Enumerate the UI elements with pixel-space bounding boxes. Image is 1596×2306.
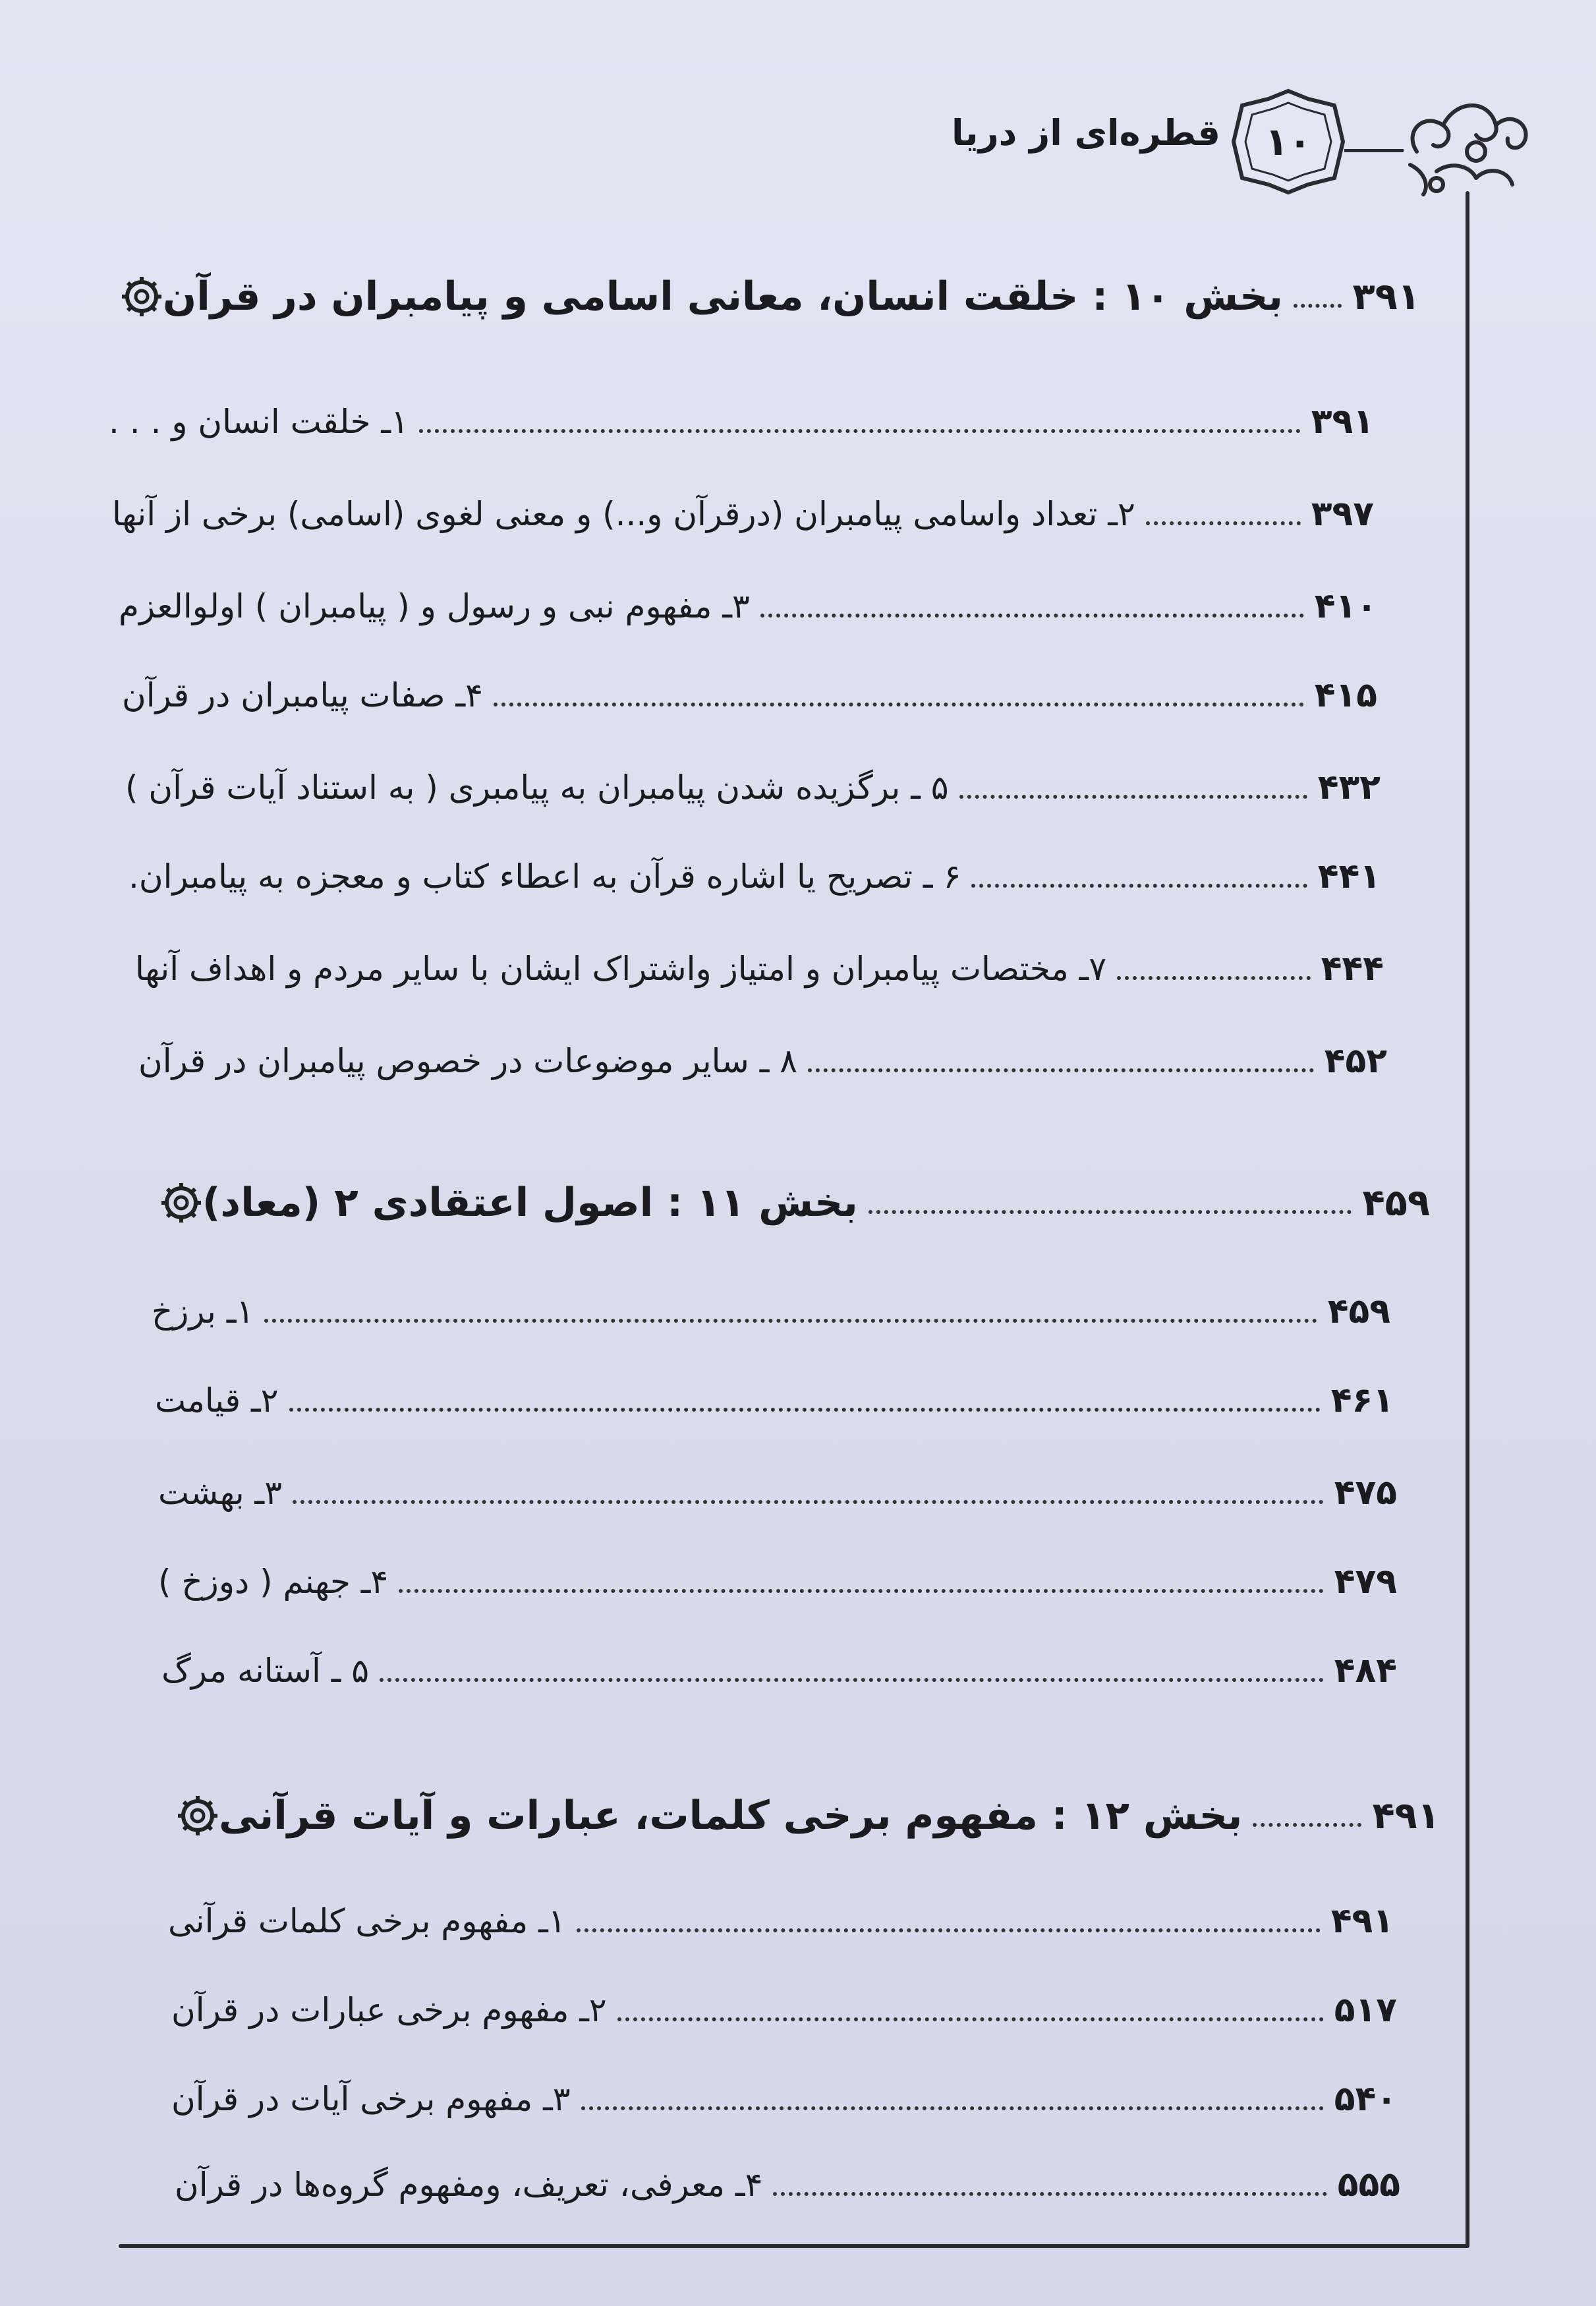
leader-dots: [617, 2017, 1324, 2021]
leader-dots: [293, 1500, 1324, 1504]
toc-item: [158, 1463, 1397, 1522]
toc-title: ۴ـ جهنم ( دوزخ ): [158, 1563, 389, 1601]
toc-page: ۵۴۰: [1334, 2079, 1397, 2119]
leader-dots: [399, 1589, 1324, 1593]
toc-title: ۲ـ مفهوم برخی عبارات در قرآن: [171, 1991, 607, 2029]
toc-page: ۳۹۱: [1311, 402, 1374, 442]
toc-item: [171, 2069, 1397, 2129]
toc-title: ۴ـ معرفی، تعریف، ومفهوم گروه‌ها در قرآن: [175, 2166, 763, 2204]
toc-item: [125, 758, 1381, 817]
toc-section-12: [165, 1786, 1440, 1845]
toc-title: ۴ـ صفات پیامبران در قرآن: [122, 676, 483, 714]
leader-dots: [869, 1210, 1352, 1214]
toc-page: ۴۶۱: [1330, 1381, 1394, 1420]
flower-icon: [121, 275, 163, 318]
leader-dots: [494, 703, 1304, 706]
leader-dots: [773, 2192, 1326, 2196]
running-title: قطره‌ای از دریا: [952, 112, 1220, 154]
leader-dots: [419, 429, 1301, 433]
toc-page: ۴۴۴: [1321, 949, 1384, 989]
flower-icon: [177, 1795, 219, 1837]
toc-page: ۴۵۹: [1362, 1181, 1430, 1225]
toc-page: ۴۱۵: [1314, 676, 1377, 715]
leader-dots: [1117, 976, 1311, 980]
toc-title: ۲ـ قیامت: [155, 1381, 279, 1420]
toc-page: ۳۹۷: [1311, 494, 1374, 534]
toc-page: ۴۳۲: [1317, 768, 1381, 807]
toc-title: ۵ ـ آستانه مرگ: [161, 1652, 370, 1690]
toc-page: ۴۴۱: [1317, 857, 1381, 896]
toc-item: [161, 1641, 1397, 1700]
page-number: ۱۰: [1265, 119, 1312, 164]
leader-dots: [959, 795, 1307, 799]
toc-page: ۴۵۹: [1327, 1292, 1390, 1331]
leader-dots: [264, 1319, 1317, 1323]
leader-dots: [1294, 304, 1342, 308]
toc-page: ۵۵۵: [1337, 2165, 1400, 2205]
toc-page: ۴۸۴: [1334, 1651, 1397, 1690]
toc-title: ۶ ـ تصریح یا اشاره قرآن به اعطاء کتاب و معجزه به پیامبران.: [128, 857, 961, 896]
toc-section-11: [148, 1173, 1430, 1232]
toc-item: [135, 939, 1384, 998]
toc-page: ۴۱۰: [1314, 587, 1377, 626]
toc-title: ۱ـ خلقت انسان و . . .: [109, 403, 409, 441]
toc-page: ۴۹۱: [1330, 1901, 1394, 1941]
page-frame-right: [1466, 191, 1469, 2247]
leader-dots: [577, 1928, 1321, 1932]
toc-item: [158, 1552, 1397, 1611]
toc-title: ۳ـ بهشت: [158, 1474, 283, 1512]
leader-dots: [760, 614, 1304, 618]
toc-page: ۴۵۲: [1324, 1041, 1387, 1081]
toc-item: [109, 392, 1374, 451]
leader-dots: [971, 884, 1307, 888]
toc-item: [122, 666, 1377, 725]
toc-title: ۱ـ برزخ: [152, 1292, 254, 1331]
floral-ornament-icon: [1397, 72, 1542, 211]
toc-title: ۳ـ مفهوم برخی آیات در قرآن: [171, 2080, 571, 2118]
toc-title: ۷ـ مختصات پیامبران و امتیاز واشتراک ایشان با سایر مردم و اهداف آنها: [135, 950, 1107, 988]
leader-dots: [1253, 1823, 1361, 1827]
leader-dots: [581, 2106, 1324, 2110]
toc-page: ۳۹۱: [1352, 275, 1420, 318]
leader-dots: [289, 1408, 1321, 1412]
toc-page: ۴۷۵: [1334, 1473, 1397, 1513]
toc-title: ۸ ـ سایر موضوعات در خصوص پیامبران در قرآن: [138, 1042, 798, 1080]
leader-dots: [380, 1678, 1324, 1682]
toc-item: [128, 847, 1381, 906]
toc-title: ۱ـ مفهوم برخی کلمات قرآنی: [168, 1902, 566, 1940]
toc-title: بخش ۱۰ : خلقت انسان، معانی اسامی و پیامبران در قرآن: [163, 274, 1283, 320]
leader-dots: [808, 1068, 1314, 1072]
toc-item: [119, 577, 1377, 636]
toc-title: ۳ـ مفهوم نبی و رسول و ( پیامبران ) اولوالعزم: [119, 587, 750, 625]
toc-item: [171, 1980, 1397, 2040]
toc-title: بخش ۱۲ : مفهوم برخی کلمات، عبارات و آیات قرآنی: [219, 1793, 1243, 1839]
page-frame-bottom: [119, 2244, 1469, 2248]
toc-section-10: [109, 267, 1420, 326]
toc-title: ۵ ـ برگزیده شدن پیامبران به پیامبری ( به استناد آیات قرآن ): [125, 768, 949, 807]
toc-page: ۴۹۱: [1372, 1794, 1440, 1837]
toc-title: بخش ۱۱ : اصول اعتقادی ۲ (معاد): [202, 1180, 858, 1226]
toc-page: ۵۱۷: [1334, 1990, 1397, 2030]
flower-icon: [160, 1182, 202, 1224]
toc-item: [138, 1031, 1387, 1091]
header-rule: [1344, 149, 1404, 152]
toc-item: [152, 1282, 1390, 1341]
toc-title: ۲ـ تعداد واسامی پیامبران (درقرآن و...) و معنی لغوی (اسامی) برخی از آنها: [112, 495, 1135, 533]
toc-item: [112, 484, 1374, 544]
leader-dots: [1146, 521, 1301, 525]
toc-item: [155, 1371, 1394, 1430]
toc-page: ۴۷۹: [1334, 1562, 1397, 1601]
toc-item: [168, 1891, 1394, 1951]
toc-item: [175, 2155, 1400, 2214]
